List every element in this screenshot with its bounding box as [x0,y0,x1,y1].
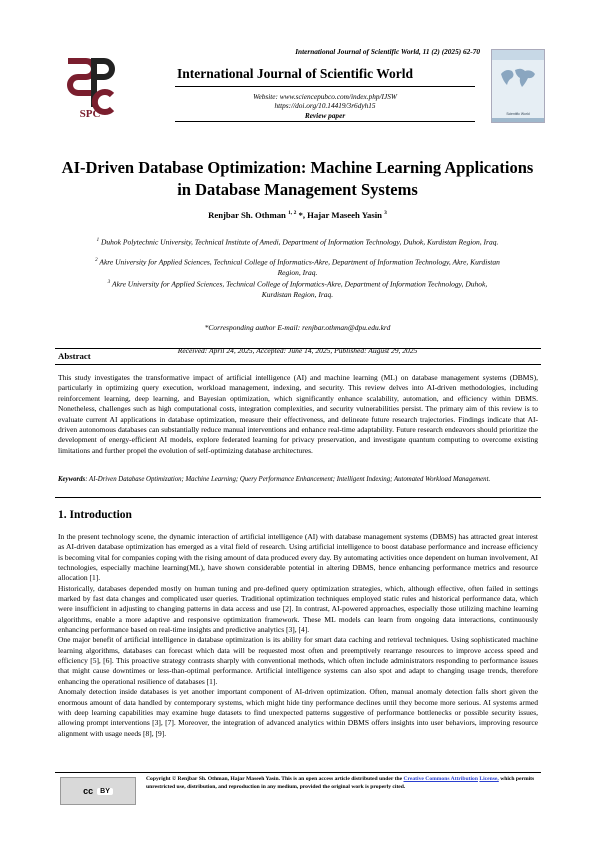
abstract-text: This study investigates the transformative impact of artificial intelligence (AI) and machine learning (ML) on database management systems (DBMS), particularly in optimizing query execution, workload management, indexing, and security. This review delves into AI-driven methodologies, including reinforcement learning, deep learning, and Bayesian optimization, which significantly enhance scalability, automation, and efficiency within DBMS. Nonetheless, challenges such as high computational costs, integration complexities, and security vulnerabilities persist. The primary aim of this review is to evaluate current AI applications in database optimization, measure their effectiveness, and delineate future research trajectories. Findings indicate that AI-driven autonomous databases can substantially reduce manual interventions and enhance real-time adaptability. Future research endeavors should prioritize the development of energy-efficient AI models, explore federated learning for privacy preservation, and investigate quantum computing to overcome existing limitations and further propel the evolution of self-optimizing database architectures. [58,373,538,455]
corresponding-author: *Corresponding author E-mail: renjbar.othman@dpu.edu.krd [204,323,391,332]
abstract-rule-top [55,348,541,349]
affiliation-2 [95,256,500,278]
author-separator: , [302,210,308,220]
cover-title: Scientific World [506,112,530,116]
abstract-rule-mid [55,364,541,365]
corresponding-marker: * [296,210,303,220]
section-heading-introduction: 1. Introduction [58,509,132,521]
author-name: Renjbar Sh. Othman [208,210,286,220]
author-affiliation-marker: 3 [384,210,387,217]
website-link[interactable]: Website: www.sciencepubco.com/index.php/IJSW [253,92,397,101]
abstract-rule-bottom [55,497,541,498]
keywords [58,476,538,485]
header-rule-top [175,86,475,87]
journal-website [175,92,475,110]
affiliation-text: Duhok Polytechnic University, Technical Institute of Amedi, Department of Information Technology, Duhok, Kurdistan Region, Iraq. [101,237,499,247]
journal-title: International Journal of Scientific World [176,66,413,81]
paragraph: Historically, databases depended mostly on human tuning and pre-defined query optimization strategies, which, although effective, often failed in settings marked by fast data changes and complicated user queries. Traditional optimization techniques employed static rules and historical performance data, which were insufficient in adjusting to changing patterns in data access and use [2]. In contrast, AI-powered approaches, especially those utilizing machine learning algorithms, enable a more adaptive and responsive optimization framework. These ML models can learn from ongoing data interactions, continuously enhancing performance based on real-time insights and predictive analytics [3], [4]. [58,583,538,635]
footer-rule [55,772,541,773]
affiliation-number: 3 [107,280,111,285]
publication-dates: Received: April 24, 2025, Accepted: June 14, 2025, Published: August 29, 2025 [177,346,418,355]
paragraph: One major benefit of artificial intelligence in database optimization is its ability for smart data caching and retrieval techniques. Using sophisticated machine learning algorithms, databases can forecast which data will be requested most often and preemptively rearrange resources to improve access speed and efficiency [5], [6]. This proactive strategy contrasts sharply with conventional methods, which often include administrators responding to performance issues that might cause downtimes or less-than-optimal performance. Artificial intelligence systems can also spot and adapt to changing usage trends, therefore enhancing the operational resilience of databases [1]. [58,635,538,686]
abstract-heading: Abstract [58,351,91,361]
affiliation-1 [95,236,500,248]
journal-citation: International Journal of Scientific World, 11 (2) (2025) 62-70 [295,47,480,56]
publisher-logo-text: SPC [79,108,101,120]
by-icon: BY [97,788,113,795]
author-line [60,210,535,220]
cc-by-license-badge[interactable] [60,777,136,805]
author-affiliation-marker: 1, 2 [288,210,297,217]
author-name: Hajar Maseeh Yasin [307,210,382,220]
license-link[interactable]: Creative Commons Attribution [403,776,478,782]
paragraph: In the present technology scene, the dynamic interaction of artificial intelligence (AI) with database management systems (DBMS) has attracted great interest as AI-driven database optimization has emerged as a vital field of research. Using artificial intelligence to boost database performance and increase efficiency is becoming vital for companies coping with the rising amount of data produced every day. By automating activities once dependent on human involvement, AI technologies, especially machine learning(ML), have shown considerable potential in altering DBMS, hence enhancing performance metrics and resource allocation [1]. [58,532,538,583]
cc-icon: cc [83,786,94,796]
affiliation-3 [95,278,500,300]
paragraph: Anomaly detection inside databases is yet another important component of AI-driven optimization. Often, manual anomaly detection falls short given the enormous amount of data handled by contemporary systems, which might hide tiny performance declines until they become more serious. AI systems armed with deep learning capabilities may examine huge datasets to find unexpected patterns suggestive of performance bottlenecks or possible security issues, allowing prompt interventions [3], [7]. Moreover, the integration of advanced analytics within DBMS offers insights into user behaviors, improving resource alignment with usage needs [8], [9]. [58,687,538,738]
journal-cover-image [491,49,545,123]
affiliation-number: 2 [95,258,98,263]
keywords-label: Keywords [58,476,86,483]
review-type: Review paper [304,111,346,120]
introduction-body [58,532,538,739]
world-map-icon [498,64,538,92]
doi-link[interactable]: https://doi.org/10.14419/3r6dyh15 [274,101,376,110]
license-link-continued[interactable]: License, [479,776,499,782]
affiliation-number: 1 [96,238,100,243]
paper-title: AI-Driven Database Optimization: Machine Learning Applications in Database Management Systems [61,158,534,199]
copyright-text: Copyright © Renjbar Sh. Othman, Hajar Maseeh Yasin. This is an open access article distributed under the [146,776,404,782]
affiliation-text: Akre University for Applied Sciences, Technical College of Informatics-Akre, Department of Information Technology, Duhok, Kurdistan Region, Iraq. [112,279,488,299]
keywords-text: : AI-Driven Database Optimization; Machine Learning; Query Performance Enhancement; Intelligent Indexing; Automated Workload Management. [85,476,491,483]
header-rule-bottom [175,121,475,122]
copyright-notice [146,776,542,791]
copyright-text-end: which permits unrestricted use, distribution, and reproduction in any medium, provided the original work is properly cited. [146,776,535,790]
affiliation-text: Akre University for Applied Sciences, Technical College of Informatics-Akre, Department of Information Technology, Akre, Kurdistan Region, Iraq. [99,257,500,277]
